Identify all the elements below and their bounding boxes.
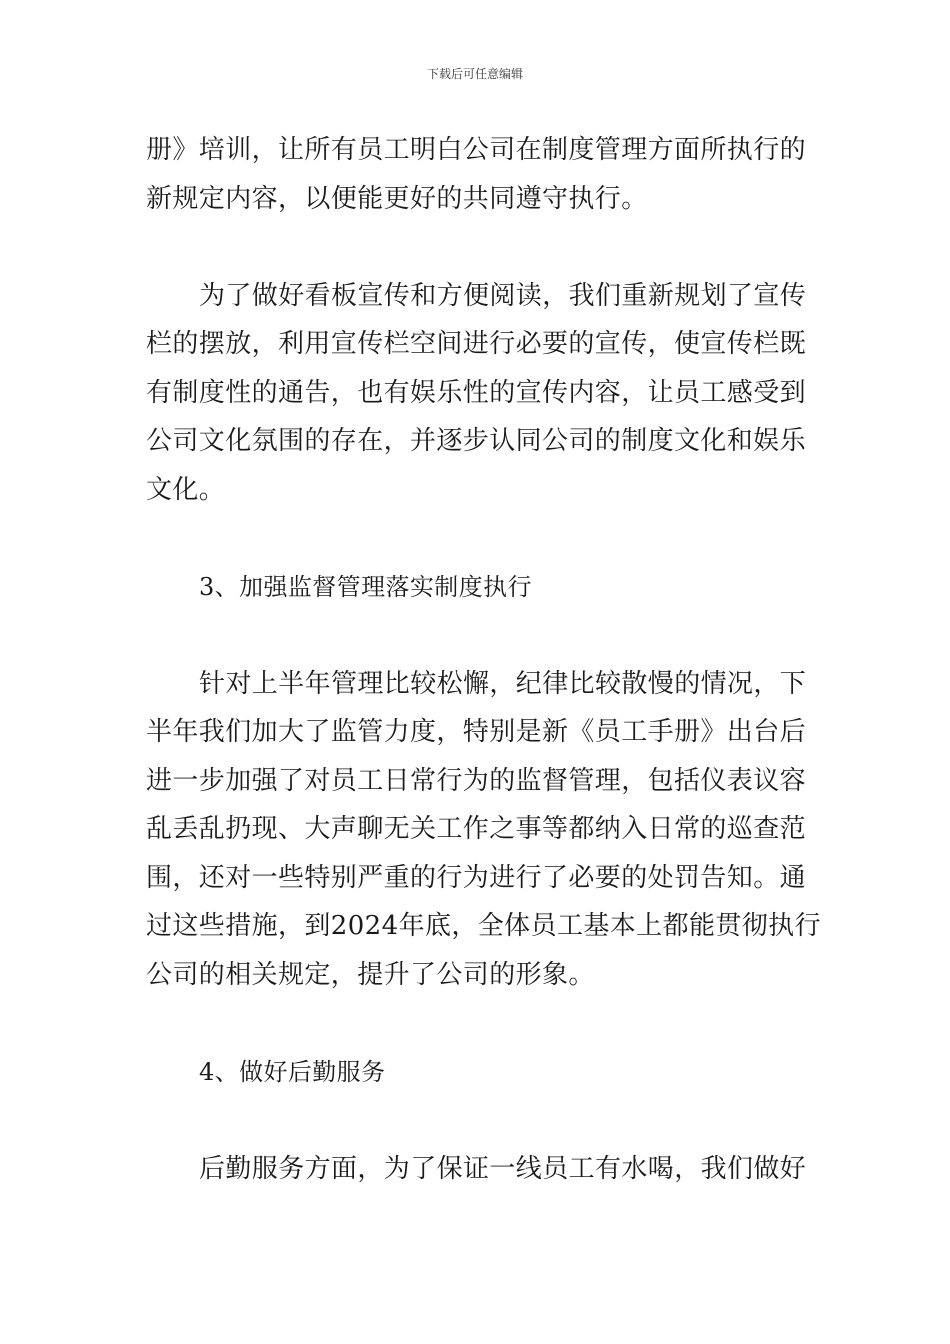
page-header: 下载后可任意编辑 xyxy=(426,67,523,81)
section-heading xyxy=(146,563,806,612)
paragraph xyxy=(146,126,806,223)
paragraph xyxy=(146,272,806,515)
text-line: 针对上半年管理比较松懈，纪律比较散慢的情况，下 xyxy=(199,668,807,699)
text-line: 为了做好看板宣传和方便阅读，我们重新规划了宣传 xyxy=(199,280,807,311)
text-line: 新规定内容，以便能更好的共同遵守执行。 xyxy=(146,183,648,214)
text-line: 围，还对一些特别严重的行为进行了必要的处罚告知。通 xyxy=(146,862,807,893)
text-line: 3、加强监督管理落实制度执行 xyxy=(199,572,532,601)
paragraph xyxy=(146,1145,806,1194)
document-body xyxy=(146,126,821,1193)
text-line: 栏的摆放，利用宣传栏空间进行必要的宣传，使宣传栏既 xyxy=(146,329,807,359)
section-heading xyxy=(146,1048,806,1097)
text-line: 半年我们加大了监管力度，特别是新《员工手册》出台后 xyxy=(146,717,807,747)
text-line: 册》培训，让所有员工明白公司在制度管理方面所执行的 xyxy=(146,135,807,165)
text-line: 后勤服务方面，为了保证一线员工有水喝，我们做好 xyxy=(199,1153,807,1184)
text-line: 文化。 xyxy=(146,474,226,505)
paragraph xyxy=(146,660,821,1000)
text-line: 有制度性的通告，也有娱乐性的宣传内容，让员工感受到 xyxy=(146,377,807,408)
text-line: 4、做好后勤服务 xyxy=(199,1057,386,1086)
text-line: 进一步加强了对员工日常行为的监督管理，包括仪表议容 xyxy=(146,765,807,796)
text-line: 乱丢乱扔现、大声聊无关工作之事等都纳入日常的巡查范 xyxy=(146,814,807,844)
text-line: 公司的相关规定，提升了公司的形象。 xyxy=(146,959,595,990)
text-line: 公司文化氛围的存在，并逐步认同公司的制度文化和娱乐 xyxy=(146,426,807,456)
text-line: 过这些措施，到2024年底，全体员工基本上都能贯彻执行 xyxy=(146,911,821,941)
